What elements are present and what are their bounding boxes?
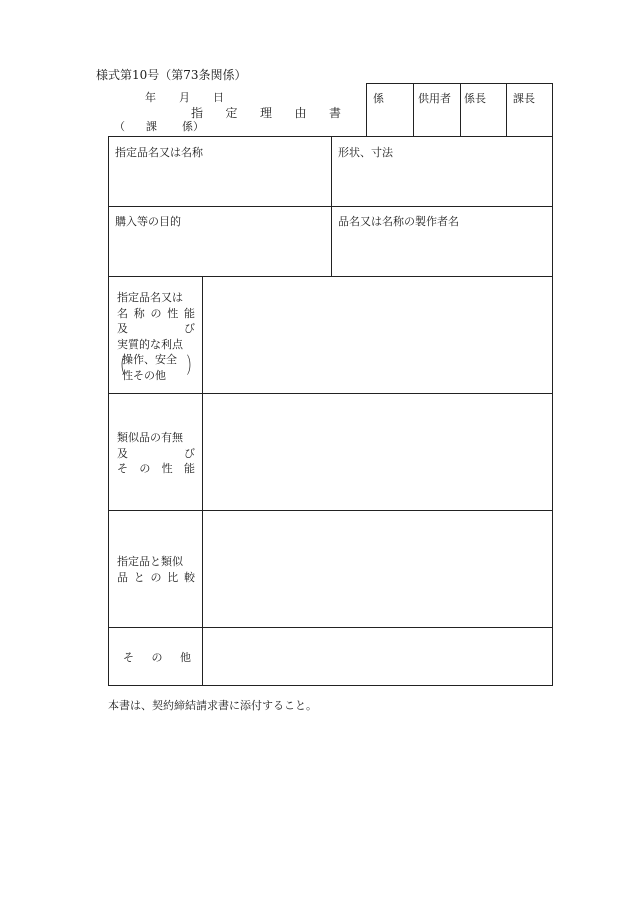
perf-char: 及 <box>117 322 128 335</box>
field-label-item-name: 指定品名又は名称 <box>115 146 203 159</box>
perf-char: 性 <box>167 306 179 320</box>
form-number: 様式第10号（第73条関係） <box>96 68 247 82</box>
approval-cell-kacho: 課長 <box>513 92 535 105</box>
similar-line-1: 類似品の有無 <box>117 431 183 444</box>
section-suffix: 係） <box>182 120 204 133</box>
perf-line-2 <box>117 306 195 322</box>
footer-note: 本書は、契約締結請求書に添付すること。 <box>108 699 317 712</box>
other-char: そ <box>123 651 134 664</box>
similar-line-2 <box>117 446 195 462</box>
perf-paren-left: （ <box>114 354 126 379</box>
perf-char: の <box>150 306 162 320</box>
row-label-performance <box>114 290 198 384</box>
comparison-char: 較 <box>184 570 195 584</box>
title-char: 定 <box>225 106 238 120</box>
section-line <box>114 118 204 134</box>
row-label-comparison <box>117 554 197 585</box>
perf-char: 称 <box>133 306 145 320</box>
similar-char: 性 <box>161 462 173 475</box>
document-title <box>191 104 341 121</box>
other-char: の <box>151 651 163 664</box>
approval-cell-kyoyosha: 供用者 <box>418 92 451 105</box>
section-label: 課 <box>146 120 157 133</box>
perf-char: 名 <box>117 306 128 320</box>
approval-cell-kakari: 係 <box>373 92 384 105</box>
other-char: 他 <box>180 651 191 664</box>
date-month: 月 <box>179 91 190 104</box>
similar-line-3 <box>117 461 195 477</box>
comparison-line-1: 指定品と類似 <box>117 555 183 568</box>
comparison-char: と <box>133 570 145 584</box>
row-label-other <box>123 649 191 665</box>
perf-line-6: 性その他 <box>122 368 166 382</box>
comparison-char: の <box>150 570 162 584</box>
title-char: 由 <box>294 106 307 120</box>
approval-box <box>366 83 553 137</box>
similar-char: び <box>184 446 195 460</box>
similar-char: 能 <box>183 462 195 475</box>
perf-line-3 <box>117 321 195 337</box>
similar-char: の <box>139 462 151 475</box>
section-open-paren: （ <box>114 120 125 133</box>
perf-paren-group <box>114 352 198 384</box>
date-day: 日 <box>213 91 224 104</box>
field-label-shape-size: 形状、寸法 <box>338 146 393 159</box>
perf-line-4: 実質的な利点 <box>117 337 183 351</box>
field-label-purchase-purpose: 購入等の目的 <box>115 215 181 228</box>
perf-paren-right: ） <box>186 354 198 379</box>
perf-line-1: 指定品名又は <box>117 291 183 304</box>
title-char: 書 <box>328 106 341 120</box>
perf-char: び <box>184 322 195 335</box>
similar-char: そ <box>117 462 128 475</box>
main-table <box>108 136 553 686</box>
title-char: 指 <box>191 106 204 120</box>
date-line <box>145 89 224 105</box>
comparison-char: 比 <box>167 570 179 584</box>
similar-char: 及 <box>117 446 128 460</box>
perf-line-5: 操作、安全 <box>122 353 177 366</box>
comparison-char: 品 <box>117 570 128 584</box>
row-label-similar <box>117 430 197 477</box>
date-year: 年 <box>145 91 156 104</box>
comparison-line-2 <box>117 570 195 586</box>
title-char: 理 <box>259 106 272 120</box>
perf-char: 能 <box>184 306 195 320</box>
approval-cell-kakaricho: 係長 <box>464 92 486 105</box>
field-label-manufacturer: 品名又は名称の製作者名 <box>338 215 459 228</box>
